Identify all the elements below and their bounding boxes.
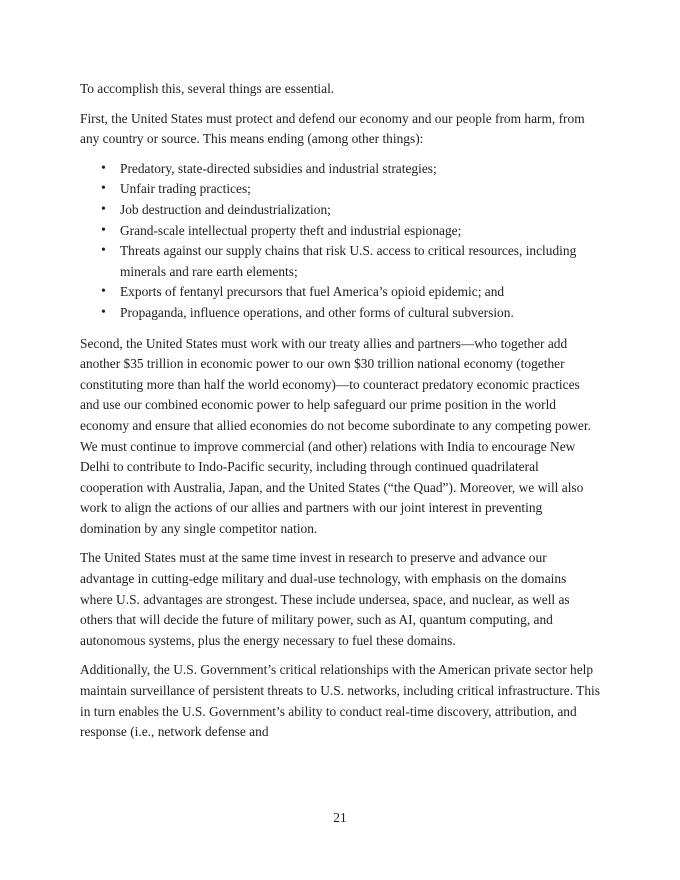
page-number: 21 (333, 810, 347, 825)
bullet-list-threats (80, 159, 601, 324)
bullet-item-subsidies: • Predatory, state-directed subsidies and industrial strategies; (120, 159, 601, 180)
bullet-item-ip-theft: • Grand-scale intellectual property theft and industrial espionage; (120, 221, 601, 242)
paragraph-research-investment: The United States must at the same time invest in research to preserve and advance our advantage in cutting-edge military and dual-use technology, with emphasis on the domains where U.S. advantages are strongest. These include undersea, space, and nuclear, as well as others that will decide the future of military power, such as AI, quantum computing, and autonomous systems, plus the energy necessary to fuel these domains. (80, 550, 570, 648)
paragraph-private-sector: Additionally, the U.S. Government’s critical relationships with the American private sector help maintain surveillance of persistent threats to U.S. networks, including critical infrastructure. This in turn enables the U.S. Government’s ability to conduct real-time discovery, attribution, and response (i.e., network defense and (80, 662, 600, 740)
bullet-item-propaganda: • Propaganda, influence operations, and other forms of cultural subversion. (120, 303, 601, 324)
bullet-item-job-destruction: • Job destruction and deindustrialization; (120, 200, 601, 221)
paragraph-first-protect-economy: First, the United States must protect and defend our economy and our people from harm, from any country or source. This means ending (among other things): (80, 110, 585, 147)
bullet-item-fentanyl: • Exports of fentanyl precursors that fuel America’s opioid epidemic; and (120, 282, 601, 303)
paragraph-second-allies-partners: Second, the United States must work with our treaty allies and partners—who together add another $35 trillion in economic power to our own $30 trillion national economy (together constituting more than half the world economy)—to counteract predatory economic practices and use our combined economic power to help safeguard our prime position in the world economy and ensure that allied economies do not become subordinate to any competing power. We must continue to improve commercial (and other) relations with India to encourage New Delhi to contribute to Indo-Pacific security, including through continued quadrilateral cooperation with Australia, Japan, and the United States (“the Quad”). Moreover, we will also work to align the actions of our allies and partners with our joint interest in preventing domination by any single competitor nation. (80, 335, 591, 536)
bullet-item-supply-chains: • Threats against our supply chains that risk U.S. access to critical resources, including minerals and rare earth elements; (120, 241, 601, 282)
paragraph-intro: To accomplish this, several things are essential. (80, 81, 335, 96)
bullet-item-trading-practices: • Unfair trading practices; (120, 179, 601, 200)
document-body (80, 79, 601, 752)
